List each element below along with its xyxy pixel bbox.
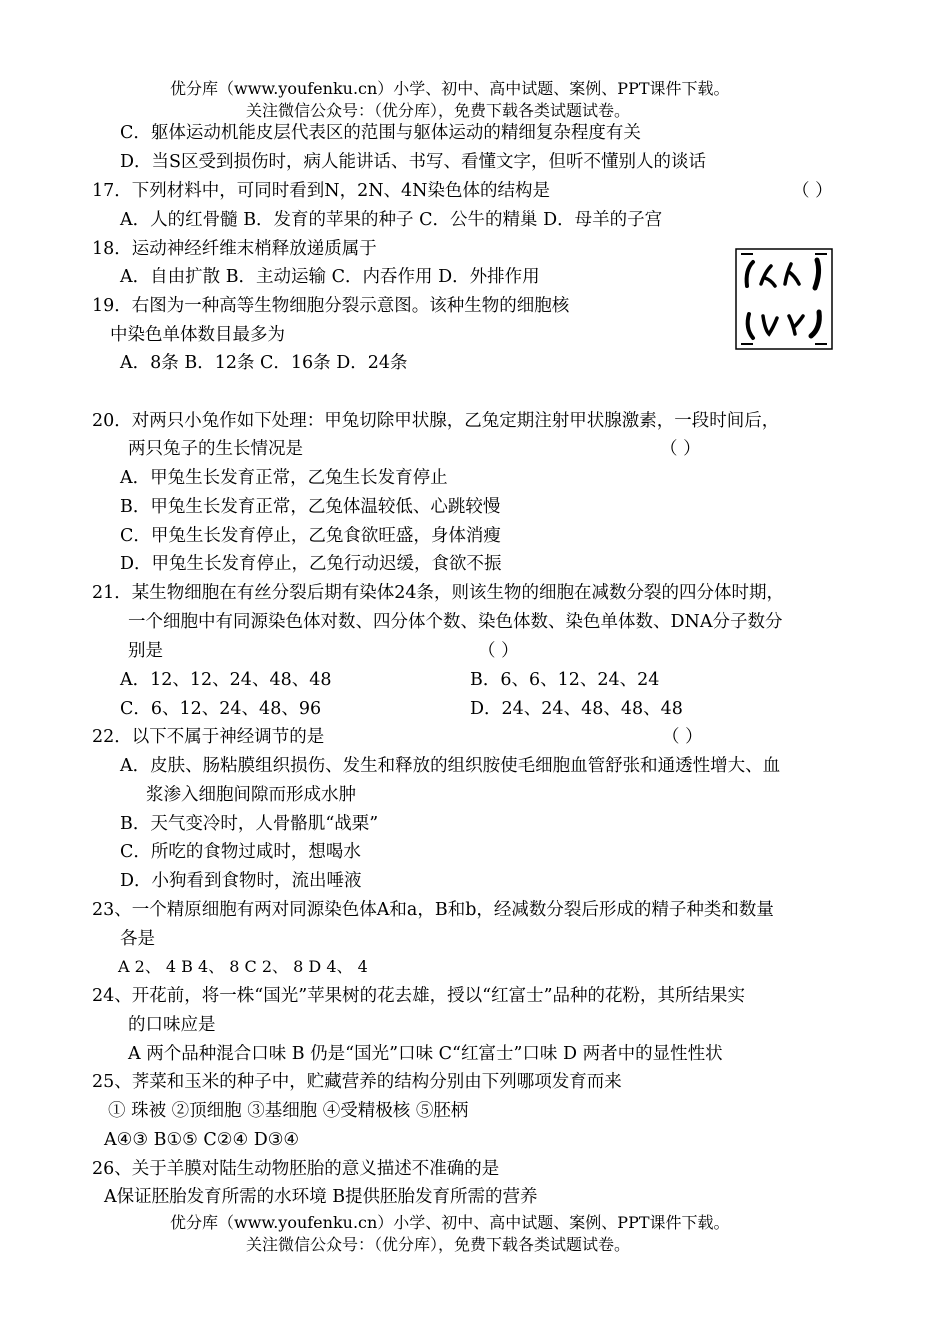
q23-stem-line-2: 各是 — [120, 929, 155, 949]
q21-option-c: C．6、12、24、48、96 — [120, 699, 322, 719]
q20-option-c: C．甲兔生长发育停止，乙兔食欲旺盛，身体消瘦 — [120, 526, 501, 546]
q18-options: A．自由扩散 B．主动运输 C．内吞作用 D．外排作用 — [120, 267, 540, 287]
q17-options: A．人的红骨髓 B．发育的苹果的种子 C．公牛的精巢 D．母羊的子宫 — [120, 210, 663, 230]
q22-option-a-line-2: 浆渗入细胞间隙而形成水肿 — [146, 785, 356, 805]
q21-answer-paren: （ ） — [478, 641, 519, 661]
q22-answer-paren: （ ） — [662, 727, 703, 747]
footer-line-1: 优分库（www.youfenku.cn）小学、初中、高中试题、案例、PPT课件下载。 — [170, 1213, 730, 1232]
q22-option-a-line-1: A．皮肤、肠粘膜组织损伤、发生和释放的组织胺使毛细胞血管舒张和通透性增大、血 — [120, 756, 781, 776]
q22-stem: 22．以下不属于神经调节的是 — [92, 727, 325, 747]
header-line-2: 关注微信公众号：（优分库），免费下载各类试题试卷。 — [246, 101, 631, 120]
q26-options: A保证胚胎发育所需的水环境 B提供胚胎发育所需的营养 — [104, 1187, 538, 1207]
q21-option-a: A．12、12、24、48、48 — [120, 670, 332, 690]
q21-stem-line-1: 21．某生物细胞在有丝分裂后期有染体24条，则该生物的细胞在减数分裂的四分体时期， — [92, 583, 785, 603]
q21-option-b: B．6、6、12、24、24 — [470, 670, 660, 690]
header-line-1: 优分库（www.youfenku.cn）小学、初中、高中试题、案例、PPT课件下载。 — [170, 79, 730, 98]
footer-line-2: 关注微信公众号：（优分库），免费下载各类试题试卷。 — [246, 1235, 631, 1254]
q16-option-c: C．躯体运动机能皮层代表区的范围与躯体运动的精细复杂程度有关 — [120, 123, 641, 143]
q22-option-d: D．小狗看到食物时，流出唾液 — [120, 871, 362, 891]
cell-division-figure — [735, 248, 833, 350]
q23-stem-line-1: 23、一个精原细胞有两对同源染色体A和a，B和b，经减数分裂后形成的精子种类和数量 — [92, 900, 774, 920]
q19-stem-line-2: 中染色单体数目最多为 — [110, 325, 285, 345]
q19-options: A．8条 B．12条 C．16条 D．24条 — [120, 353, 408, 373]
q20-option-d: D．甲兔生长发育停止，乙兔行动迟缓，食欲不振 — [120, 554, 502, 574]
q20-option-b: B．甲兔生长发育正常，乙兔体温较低、心跳较慢 — [120, 497, 501, 517]
q21-stem-line-3: 别是 — [128, 641, 163, 661]
q26-stem: 26、关于羊膜对陆生动物胚胎的意义描述不准确的是 — [92, 1159, 500, 1179]
q24-stem-line-1: 24、开花前，将一株“国光”苹果树的花去雄，授以“红富士”品种的花粉，其所结果实 — [92, 986, 746, 1006]
q20-stem-line-2: 两只兔子的生长情况是 — [128, 439, 303, 459]
q23-options: A 2、 4 B 4、 8 C 2、 8 D 4、 4 — [118, 957, 368, 976]
q25-stem: 25、荠菜和玉米的种子中，贮藏营养的结构分别由下列哪项发育而来 — [92, 1072, 622, 1092]
q21-option-d: D．24、24、48、48、48 — [470, 699, 683, 719]
q22-option-b: B．天气变冷时，人骨骼肌“战栗” — [120, 814, 379, 834]
q20-answer-paren: （ ） — [660, 439, 701, 459]
q25-options: A④③ B①⑤ C②④ D③④ — [104, 1130, 300, 1150]
q17-answer-paren: （ ） — [792, 181, 833, 201]
q25-items: ① 珠被 ②顶细胞 ③基细胞 ④受精极核 ⑤胚柄 — [108, 1101, 469, 1121]
q19-stem-line-1: 19．右图为一种高等生物细胞分裂示意图。该种生物的细胞核 — [92, 296, 570, 316]
q17-stem: 17．下列材料中，可同时看到N，2N、4N染色体的结构是 — [92, 181, 550, 201]
q20-stem-line-1: 20．对两只小兔作如下处理：甲兔切除甲状腺，乙兔定期注射甲状腺激素，一段时间后， — [92, 411, 780, 431]
q24-options: A 两个品种混合口味 B 仍是“国光”口味 C“红富士”口味 D 两者中的显性性状 — [128, 1044, 723, 1064]
q20-option-a: A．甲兔生长发育正常，乙兔生长发育停止 — [120, 468, 448, 488]
q18-stem: 18．运动神经纤维末梢释放递质属于 — [92, 239, 377, 259]
q16-option-d: D．当S区受到损伤时，病人能讲话、书写、看懂文字，但听不懂别人的谈话 — [120, 152, 707, 172]
q24-stem-line-2: 的口味应是 — [128, 1015, 216, 1035]
q22-option-c: C．所吃的食物过咸时，想喝水 — [120, 842, 361, 862]
q21-stem-line-2: 一个细胞中有同源染色体对数、四分体个数、染色体数、染色单体数、DNA分子数分 — [128, 612, 783, 632]
